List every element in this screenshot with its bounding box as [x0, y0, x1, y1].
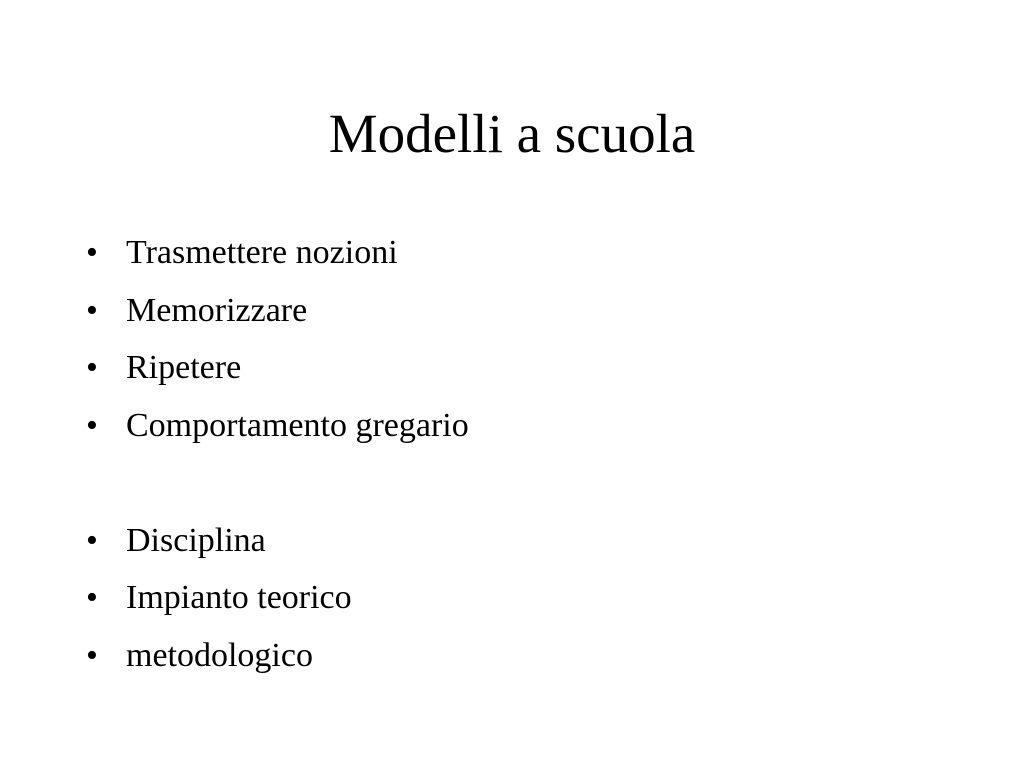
- bullet-text: Ripetere: [126, 349, 242, 386]
- bullet-item: [86, 230, 946, 288]
- bullet-text: metodologico: [126, 636, 313, 674]
- bullet-icon: •: [86, 636, 98, 674]
- bullet-item: [86, 345, 946, 403]
- bullet-text: Impianto teorico: [126, 579, 352, 616]
- bullet-icon: •: [86, 234, 98, 271]
- slide-title: Modelli a scuola: [328, 103, 696, 164]
- bullet-item: [86, 633, 946, 691]
- bullet-item: [86, 518, 946, 576]
- bullet-icon: •: [86, 349, 98, 386]
- bullet-text: Trasmettere nozioni: [126, 234, 398, 271]
- bullet-item: [86, 403, 946, 461]
- bullet-icon: •: [86, 406, 98, 444]
- bullet-text: Disciplina: [126, 521, 266, 559]
- bullet-text: Comportamento gregario: [126, 406, 469, 444]
- bullet-list: [86, 230, 946, 690]
- bullet-text: Memorizzare: [126, 291, 308, 329]
- bullet-icon: •: [86, 579, 98, 616]
- bullet-icon: •: [86, 521, 98, 559]
- bullet-item: [86, 288, 946, 346]
- bullet-spacer: [86, 460, 946, 518]
- bullet-icon: •: [86, 291, 98, 329]
- bullet-item: [86, 575, 946, 633]
